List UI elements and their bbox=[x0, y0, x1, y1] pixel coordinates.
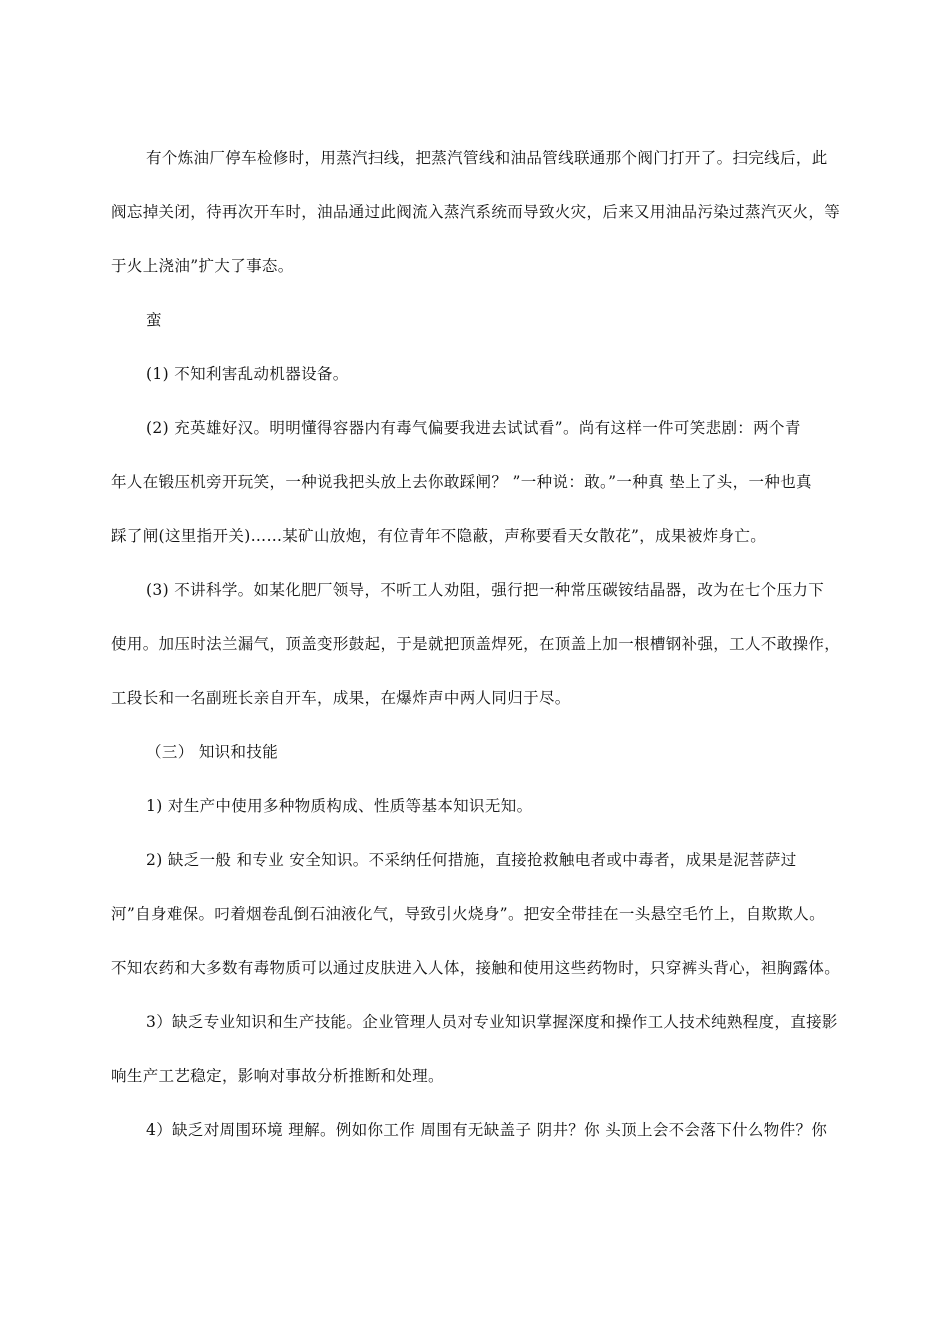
paragraph-8-line-2: 河”自身难保。叼着烟卷乱倒石油液化气，导致引火烧身”。把安全带挂在一头悬空毛竹上，自欺欺人。 bbox=[111, 905, 825, 923]
paragraph-5-line-1: (3) 不讲科学。如某化肥厂领导，不听工人劝阻，强行把一种常压碳铵结晶器，改为在七个压力下 bbox=[146, 581, 825, 599]
paragraph-1-line-1: 有个炼油厂停车检修时，用蒸汽扫线，把蒸汽管线和油品管线联通那个阀门打开了。扫完线后，此 bbox=[146, 149, 828, 167]
paragraph-8-line-1: 2) 缺乏一般 和专业 安全知识。不采纳任何措施，直接抢救触电者或中毒者，成果是泥菩萨过 bbox=[146, 851, 797, 869]
paragraph-3-line-1: (1) 不知利害乱动机器设备。 bbox=[146, 365, 349, 383]
paragraph-4-line-1: (2) 充英雄好汉。明明懂得容器内有毒气偏要我进去试试看”。尚有这样一件可笑悲剧：两个青 bbox=[146, 419, 801, 437]
section-heading: （三） 知识和技能 bbox=[146, 743, 279, 761]
paragraph-8-line-3: 不知农药和大多数有毒物质可以通过皮肤进入人体，接触和使用这些药物时，只穿裤头背心，袒胸露体。 bbox=[111, 959, 841, 977]
paragraph-9-line-1: 3）缺乏专业知识和生产技能。企业管理人员对专业知识掌握深度和操作工人技术纯熟程度，直接影 bbox=[146, 1013, 838, 1031]
paragraph-7-line-1: 1) 对生产中使用多种物质构成、性质等基本知识无知。 bbox=[146, 797, 533, 815]
paragraph-5-line-2: 使用。加压时法兰漏气，顶盖变形鼓起，于是就把顶盖焊死，在顶盖上加一根槽钢补强，工人不敢操作， bbox=[111, 635, 841, 653]
paragraph-1-line-2: 阀忘掉关闭，待再次开车时，油品通过此阀流入蒸汽系统而导致火灾，后来又用油品污染过蒸汽灭火，等 bbox=[111, 203, 841, 221]
paragraph-10-line-1: 4）缺乏对周围环境 理解。例如你工作 周围有无缺盖子 阴井？你 头顶上会不会落下什么物件？你 bbox=[146, 1121, 828, 1139]
paragraph-4-line-2: 年人在锻压机旁开玩笑，一种说我把头放上去你敢踩闸？ ”一种说：敢。”一种真 垫上了头，一种也真 bbox=[111, 473, 812, 491]
paragraph-9-line-2: 响生产工艺稳定，影响对事故分析推断和处理。 bbox=[111, 1067, 444, 1085]
paragraph-5-line-3: 工段长和一名副班长亲自开车，成果，在爆炸声中两人同归于尽。 bbox=[111, 689, 571, 707]
paragraph-1-line-3: 于火上浇油”扩大了事态。 bbox=[111, 257, 294, 275]
paragraph-2-line-1: 蛮 bbox=[146, 311, 162, 329]
paragraph-4-line-3: 踩了闸(这里指开关)……某矿山放炮，有位青年不隐蔽，声称要看天女散花”，成果被炸身亡。 bbox=[111, 527, 767, 545]
